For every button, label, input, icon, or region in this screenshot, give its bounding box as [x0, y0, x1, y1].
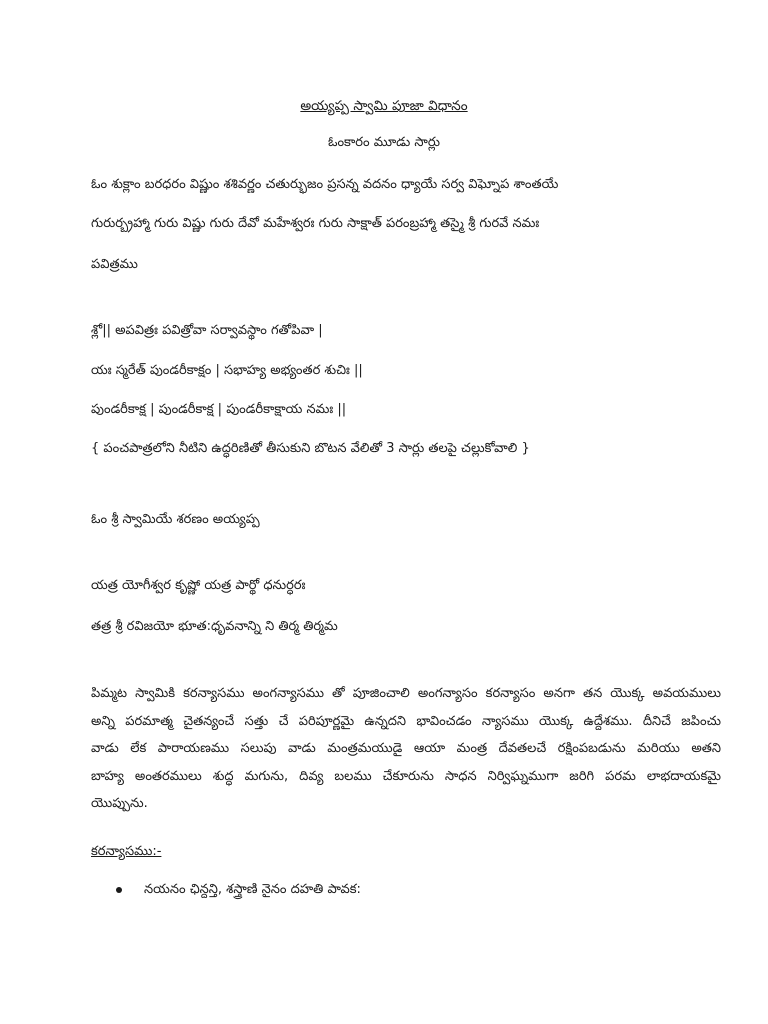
paragraph-line: బాహ్య అంతరములు శుద్ధ మగును, దివ్య బలము చేకూరును సాధన నిర్విఘ్నముగా జరిగి పరమ లాభదాయకమై — [91, 768, 721, 784]
nyasa-paragraph — [91, 680, 721, 818]
section-label-pavitramu: పవిత్రము — [91, 257, 138, 272]
shloka-line-1: శ్లో|| అపవిత్రః పవిత్రోవా సర్వావస్థాం గతోపివా | — [91, 323, 323, 338]
sharanam-line: ఓం శ్రీ స్వామియే శరణం అయ్యప్ప — [91, 512, 260, 527]
document-subtitle: ఓంకారం మూడు సార్లు — [327, 135, 441, 150]
shloka-line-2: యః స్మరేత్ పుండరీకాక్షం | సభాహ్య అభ్యంతర శుచిః || — [91, 363, 363, 378]
instruction-note: { పంచపాత్రలోని నీటిని ఉద్ధరిణితో తీసుకుని బొటన వేలితో 3 సార్లు తలపై చల్లుకోవాలి } — [91, 441, 530, 456]
list-item — [116, 881, 361, 899]
list-item-text: నయనం ఛిన్దన్తి, శస్త్రాణి నైనం దహతి పావక: — [144, 882, 361, 897]
yatra-line-1: యత్ర యోగీశ్వర కృష్ణో యత్ర పార్థో ధనుర్ధరః — [91, 578, 306, 593]
paragraph-line: యొప్పును. — [91, 796, 148, 811]
bullet-icon — [116, 887, 122, 893]
karanyasamu-heading: కరన్యాసము:- — [91, 844, 162, 859]
paragraph-line: అన్ని పరమాత్మ చైతన్యంచే సత్తు చే పరిపూర్ణమై ఉన్నదని భావించడం న్యాసము యొక్క ఉద్దేశము. దీనిచే జపించు — [91, 713, 721, 729]
paragraph-line: వాడు లేక పారాయణము సలుపు వాడు మంత్రమయుడై ఆయా మంత్ర దేవతలచే రక్షింపబడును మరియు అతని — [91, 741, 721, 756]
document-title: అయ్యప్ప స్వామి పూజా విధానం — [300, 98, 468, 114]
yatra-line-2: తత్ర శ్రీ రవిజయో భూత:ధృవనాన్ని ని తిర్మ తిర్మమ — [91, 619, 338, 634]
verse-line-ganesha: ఓం శుక్లాం బరధరం విష్ణుం శశివర్ణం చతుర్భుజం ప్రసన్న వదనం ధ్యాయే సర్వ విఘ్నోప శాంతయే — [91, 177, 559, 192]
shloka-line-3: పుండరీకాక్ష | పుండరీకాక్ష | పుండరీకాక్షాయ నమః || — [91, 402, 347, 417]
verse-line-guru: గురుర్బ్రహ్మా గురు విష్ణు గురు దేవో మహేశ్వరః గురు సాక్షాత్ పరంబ్రహ్మా తస్మై శ్రీ గురవే నమః — [91, 216, 540, 231]
paragraph-line: పిమ్మట స్వామికి కరన్యాసము అంగన్యాసము తో పూజించాలి అంగన్యాసం కరన్యాసం అనగా తన యొక్క అవయములు — [91, 686, 721, 701]
